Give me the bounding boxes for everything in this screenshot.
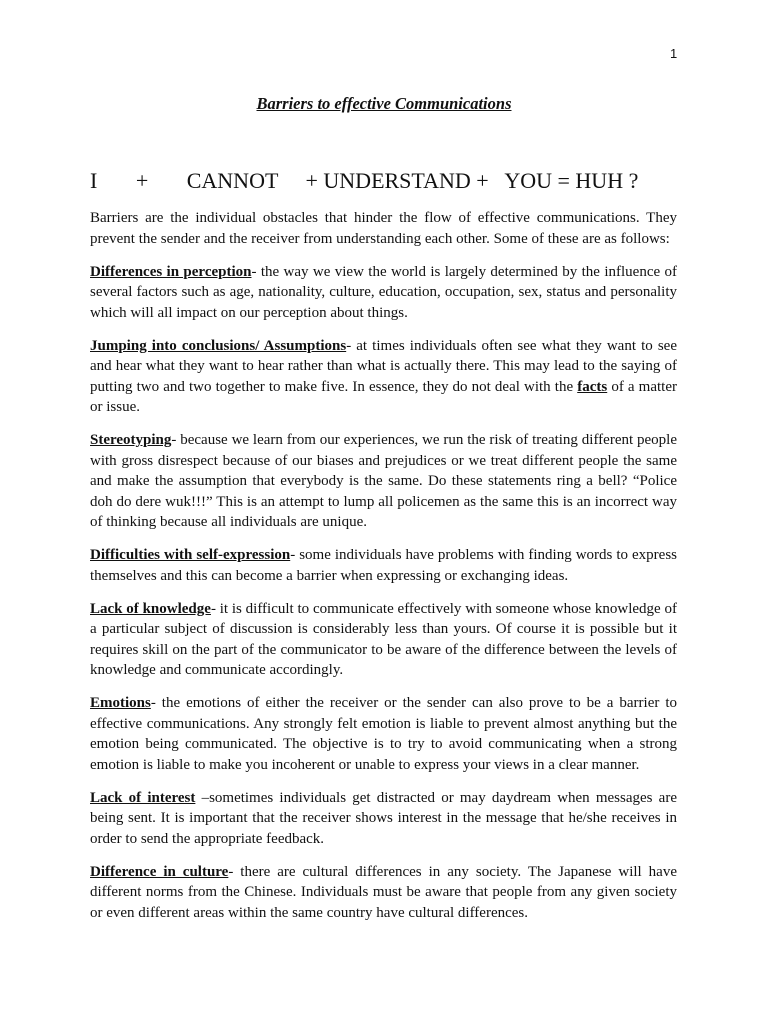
page-number: 1 — [670, 46, 678, 61]
paragraph-stereotyping — [90, 430, 677, 533]
term-culture: Difference in culture — [90, 863, 229, 880]
text-knowledge: - it is difficult to communicate effectively with someone whose knowledge of a particular subject of discussion is considerably less than yours. Of course it is possible but it requires skill on the part of the communicator to be aware of the difference between the levels of knowledge and communicate accordingly. — [90, 600, 677, 678]
term-interest: Lack of interest — [90, 789, 196, 806]
emphasis-facts: facts — [577, 378, 608, 395]
term-self-expression: Difficulties with self-expression — [90, 547, 291, 563]
paragraph-perception — [90, 262, 677, 324]
text-interest: –sometimes individuals get distracted or may daydream when messages are being sent. It is important that the receiver shows interest in the message that he/she receives in order to send the appropriate feedback. — [90, 789, 677, 847]
paragraph-conclusions — [90, 336, 677, 418]
document-body — [90, 208, 677, 936]
text-self-expression: - some individuals have problems with finding words to express themselves and this can become a barrier when expressing or exchanging ideas. — [90, 547, 678, 584]
term-perception: Differences in perception — [90, 263, 252, 280]
paragraph-self-expression — [90, 545, 677, 586]
equation-line: I + CANNOT + UNDERSTAND + YOU = HUH ? — [90, 168, 639, 193]
intro-paragraph: Barriers are the individual obstacles that hinder the flow of effective communications. They prevent the sender and the receiver from understanding each other. Some of these are as follows: — [90, 210, 677, 247]
text-stereotyping: - because we learn from our experiences, we run the risk of treating different people with gross disrespect because of our biases and prejudices or we treat different people the same and make the assumption that everybody is the same. Do these statements ring a bell? “Police doh do dere wuk!!!” This is an attempt to lump all policemen as the same this is an incorrect way of thinking because all individuals are unique. — [90, 432, 677, 530]
text-emotions: - the emotions of either the receiver or the sender can also prove to be a barrier to effective communications. Any strongly felt emotion is liable to prevent almost anything but the emotion being communicated. The objective is to try to avoid communicating when a strong emotion is liable to make you incoherent or unable to express your views in a clear manner. — [90, 695, 677, 773]
text-conclusions-before: - at times individuals often see what they want to see and hear what they want to hear rather than what is actually there. This may lead to the saying of putting two and two together to make five. In essence, they do not deal with the — [90, 337, 677, 395]
paragraph-emotions — [90, 693, 677, 775]
term-conclusions: Jumping into conclusions/ Assumptions — [90, 337, 347, 354]
paragraph-knowledge — [90, 599, 677, 681]
paragraph-interest — [90, 788, 677, 850]
text-perception: - the way we view the world is largely determined by the influence of several factors such as age, nationality, culture, education, occupation, sex, status and personality which will all impact on our perception about things. — [90, 263, 677, 321]
text-culture: - there are cultural differences in any society. The Japanese will have different norms from the Chinese. Individuals must be aware that people from any given society or even different areas within the same country have cultural differences. — [90, 863, 677, 921]
paragraph-culture — [90, 862, 677, 924]
term-stereotyping: Stereotyping — [90, 432, 172, 448]
text-conclusions-after: of a matter or issue. — [90, 378, 677, 415]
term-knowledge: Lack of knowledge — [90, 600, 211, 617]
term-emotions: Emotions — [90, 695, 151, 711]
document-title: Barriers to effective Communications — [256, 94, 512, 113]
